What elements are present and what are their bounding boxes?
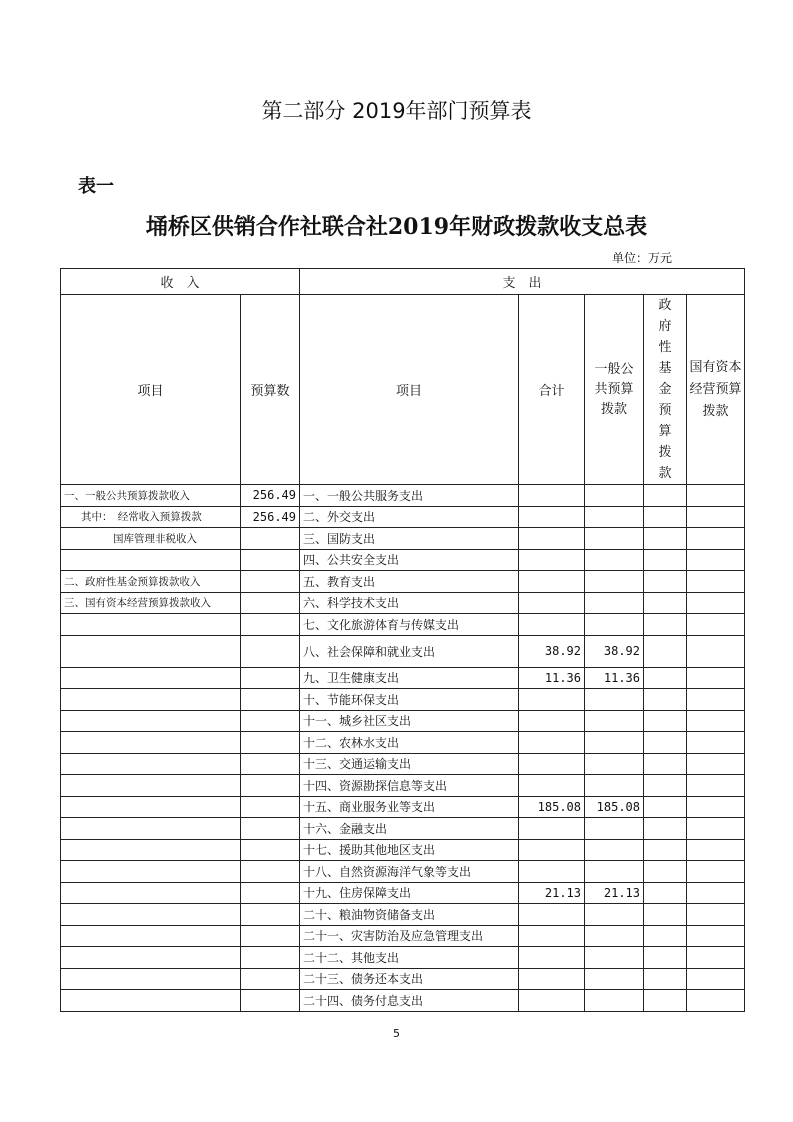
state-capital-cell (687, 796, 745, 818)
income-value-cell (241, 839, 300, 861)
income-value-cell (241, 667, 300, 689)
general-budget-cell (585, 925, 644, 947)
total-cell (519, 904, 585, 926)
total-cell (519, 506, 585, 528)
table-row (61, 818, 745, 840)
expense-item-cell: 十四、资源勘探信息等支出 (300, 775, 519, 797)
part-title: 第二部分 2019年部门预算表 (261, 99, 532, 123)
income-item-cell (61, 549, 241, 571)
header-item2: 项目 (300, 295, 519, 485)
table-row (61, 614, 745, 636)
table-row (61, 571, 745, 593)
table-row (61, 549, 745, 571)
income-item-cell (61, 947, 241, 969)
table-row (61, 506, 745, 528)
income-value-cell (241, 925, 300, 947)
income-value-cell (241, 796, 300, 818)
fund-cell (644, 635, 687, 667)
state-capital-cell (687, 689, 745, 711)
expense-item-cell: 十一、城乡社区支出 (300, 710, 519, 732)
expense-item-cell: 三、国防支出 (300, 528, 519, 550)
general-budget-cell (585, 549, 644, 571)
total-cell (519, 818, 585, 840)
income-item-cell: 三、国有资本经营预算拨款收入 (61, 592, 241, 614)
income-value-cell (241, 635, 300, 667)
general-budget-cell (585, 592, 644, 614)
income-item-cell (61, 925, 241, 947)
header-state: 国有资本经营预算拨款 (687, 295, 745, 485)
income-value-cell (241, 882, 300, 904)
table-row (61, 732, 745, 754)
state-capital-cell (687, 485, 745, 507)
general-budget-cell (585, 775, 644, 797)
fund-cell (644, 882, 687, 904)
fund-cell (644, 990, 687, 1012)
expense-item-cell: 二十三、债务还本支出 (300, 968, 519, 990)
expense-item-cell: 六、科学技术支出 (300, 592, 519, 614)
state-capital-cell (687, 549, 745, 571)
fund-cell (644, 614, 687, 636)
header-general: 一般公共预算拨款 (585, 295, 644, 485)
total-cell (519, 775, 585, 797)
general-budget-cell (585, 710, 644, 732)
expense-item-cell: 二十、粮油物资储备支出 (300, 904, 519, 926)
table-row (61, 710, 745, 732)
income-value-cell (241, 947, 300, 969)
fund-cell (644, 968, 687, 990)
fund-cell (644, 904, 687, 926)
total-cell (519, 947, 585, 969)
fund-cell (644, 796, 687, 818)
total-cell (519, 839, 585, 861)
table-row (61, 968, 745, 990)
table-row (61, 925, 745, 947)
table-row (61, 839, 745, 861)
expense-item-cell: 二十一、灾害防治及应急管理支出 (300, 925, 519, 947)
state-capital-cell (687, 528, 745, 550)
fund-cell (644, 592, 687, 614)
total-cell (519, 861, 585, 883)
state-capital-cell (687, 732, 745, 754)
expense-item-cell: 二十二、其他支出 (300, 947, 519, 969)
table-row (61, 990, 745, 1012)
total-cell (519, 732, 585, 754)
total-cell (519, 485, 585, 507)
income-value-cell (241, 818, 300, 840)
total-cell (519, 753, 585, 775)
expense-item-cell: 十七、援助其他地区支出 (300, 839, 519, 861)
state-capital-cell (687, 818, 745, 840)
header-income: 收 入 (61, 269, 300, 295)
total-cell: 11.36 (519, 667, 585, 689)
general-budget-cell (585, 818, 644, 840)
header-fund: 政府性基金预算拨款 (644, 295, 687, 485)
state-capital-cell (687, 839, 745, 861)
header-expense: 支 出 (300, 269, 745, 295)
total-cell (519, 990, 585, 1012)
income-item-cell (61, 796, 241, 818)
table-row (61, 775, 745, 797)
income-item-cell (61, 710, 241, 732)
income-item-cell (61, 667, 241, 689)
expense-item-cell: 二十四、债务付息支出 (300, 990, 519, 1012)
table-row (61, 485, 745, 507)
general-budget-cell (585, 689, 644, 711)
fund-cell (644, 667, 687, 689)
income-item-cell: 一、一般公共预算拨款收入 (61, 485, 241, 507)
income-value-cell (241, 990, 300, 1012)
total-cell (519, 614, 585, 636)
general-budget-cell: 21.13 (585, 882, 644, 904)
income-item-cell: 其中： 经常收入预算拨款 (61, 506, 241, 528)
state-capital-cell (687, 947, 745, 969)
income-value-cell (241, 528, 300, 550)
page-number: 5 (393, 1027, 400, 1040)
table-row (61, 635, 745, 667)
fund-cell (644, 753, 687, 775)
fund-cell (644, 839, 687, 861)
table-row (61, 689, 745, 711)
total-cell (519, 968, 585, 990)
income-item-cell (61, 753, 241, 775)
table-row (61, 796, 745, 818)
income-value-cell: 256.49 (241, 506, 300, 528)
state-capital-cell (687, 861, 745, 883)
income-value-cell (241, 861, 300, 883)
fund-cell (644, 775, 687, 797)
fund-cell (644, 947, 687, 969)
total-cell: 185.08 (519, 796, 585, 818)
income-item-cell (61, 775, 241, 797)
general-budget-cell: 11.36 (585, 667, 644, 689)
table-row (61, 753, 745, 775)
table-label: 表一 (78, 176, 114, 197)
income-value-cell (241, 571, 300, 593)
state-capital-cell (687, 753, 745, 775)
income-item-cell: 二、政府性基金预算拨款收入 (61, 571, 241, 593)
header-total: 合计 (519, 295, 585, 485)
fund-cell (644, 818, 687, 840)
income-item-cell (61, 861, 241, 883)
income-item-cell (61, 818, 241, 840)
income-value-cell (241, 710, 300, 732)
expense-item-cell: 十二、农林水支出 (300, 732, 519, 754)
header-budget: 预算数 (241, 295, 300, 485)
unit-label: 单位：万元 (612, 251, 673, 265)
general-budget-cell (585, 506, 644, 528)
income-value-cell (241, 968, 300, 990)
expense-item-cell: 十五、商业服务业等支出 (300, 796, 519, 818)
income-value-cell (241, 904, 300, 926)
state-capital-cell (687, 904, 745, 926)
table-row (61, 947, 745, 969)
total-cell (519, 925, 585, 947)
general-budget-cell (585, 904, 644, 926)
expense-item-cell: 五、教育支出 (300, 571, 519, 593)
income-item-cell (61, 968, 241, 990)
fund-cell (644, 861, 687, 883)
header-item: 项目 (61, 295, 241, 485)
total-cell (519, 592, 585, 614)
expense-item-cell: 十、节能环保支出 (300, 689, 519, 711)
income-value-cell (241, 614, 300, 636)
expense-item-cell: 十三、交通运输支出 (300, 753, 519, 775)
income-item-cell (61, 635, 241, 667)
fund-cell (644, 689, 687, 711)
total-cell: 21.13 (519, 882, 585, 904)
general-budget-cell (585, 528, 644, 550)
state-capital-cell (687, 667, 745, 689)
income-value-cell (241, 775, 300, 797)
expense-item-cell: 十六、金融支出 (300, 818, 519, 840)
income-value-cell (241, 732, 300, 754)
fund-cell (644, 571, 687, 593)
state-capital-cell (687, 614, 745, 636)
general-budget-cell: 185.08 (585, 796, 644, 818)
fund-cell (644, 710, 687, 732)
income-value-cell (241, 753, 300, 775)
fund-cell (644, 528, 687, 550)
total-cell: 38.92 (519, 635, 585, 667)
state-capital-cell (687, 571, 745, 593)
state-capital-cell (687, 592, 745, 614)
expense-item-cell: 十九、住房保障支出 (300, 882, 519, 904)
state-capital-cell (687, 710, 745, 732)
general-budget-cell (585, 614, 644, 636)
table-title: 埇桥区供销合作社联合社2019年财政拨款收支总表 (145, 214, 648, 240)
total-cell (519, 689, 585, 711)
total-cell (519, 571, 585, 593)
state-capital-cell (687, 925, 745, 947)
income-item-cell (61, 839, 241, 861)
expense-item-cell: 二、外交支出 (300, 506, 519, 528)
state-capital-cell (687, 506, 745, 528)
state-capital-cell (687, 968, 745, 990)
total-cell (519, 710, 585, 732)
expense-item-cell: 一、一般公共服务支出 (300, 485, 519, 507)
income-value-cell: 256.49 (241, 485, 300, 507)
state-capital-cell (687, 775, 745, 797)
total-cell (519, 549, 585, 571)
income-item-cell: 国库管理非税收入 (61, 528, 241, 550)
income-value-cell (241, 689, 300, 711)
expense-item-cell: 七、文化旅游体育与传媒支出 (300, 614, 519, 636)
general-budget-cell: 38.92 (585, 635, 644, 667)
income-value-cell (241, 549, 300, 571)
state-capital-cell (687, 990, 745, 1012)
general-budget-cell (585, 753, 644, 775)
table-row (61, 882, 745, 904)
income-item-cell (61, 732, 241, 754)
fund-cell (644, 549, 687, 571)
expense-item-cell: 四、公共安全支出 (300, 549, 519, 571)
fund-cell (644, 485, 687, 507)
income-value-cell (241, 592, 300, 614)
income-item-cell (61, 882, 241, 904)
total-cell (519, 528, 585, 550)
table-row (61, 904, 745, 926)
state-capital-cell (687, 882, 745, 904)
general-budget-cell (585, 839, 644, 861)
income-item-cell (61, 904, 241, 926)
general-budget-cell (585, 485, 644, 507)
fund-cell (644, 925, 687, 947)
general-budget-cell (585, 571, 644, 593)
income-item-cell (61, 614, 241, 636)
table-row (61, 861, 745, 883)
general-budget-cell (585, 861, 644, 883)
expense-item-cell: 十八、自然资源海洋气象等支出 (300, 861, 519, 883)
expense-item-cell: 九、卫生健康支出 (300, 667, 519, 689)
table-row (61, 592, 745, 614)
table-row (61, 528, 745, 550)
expense-item-cell: 八、社会保障和就业支出 (300, 635, 519, 667)
income-item-cell (61, 990, 241, 1012)
fund-cell (644, 732, 687, 754)
income-item-cell (61, 689, 241, 711)
general-budget-cell (585, 990, 644, 1012)
budget-table (60, 268, 745, 1012)
general-budget-cell (585, 968, 644, 990)
fund-cell (644, 506, 687, 528)
state-capital-cell (687, 635, 745, 667)
table-row (61, 667, 745, 689)
general-budget-cell (585, 732, 644, 754)
general-budget-cell (585, 947, 644, 969)
